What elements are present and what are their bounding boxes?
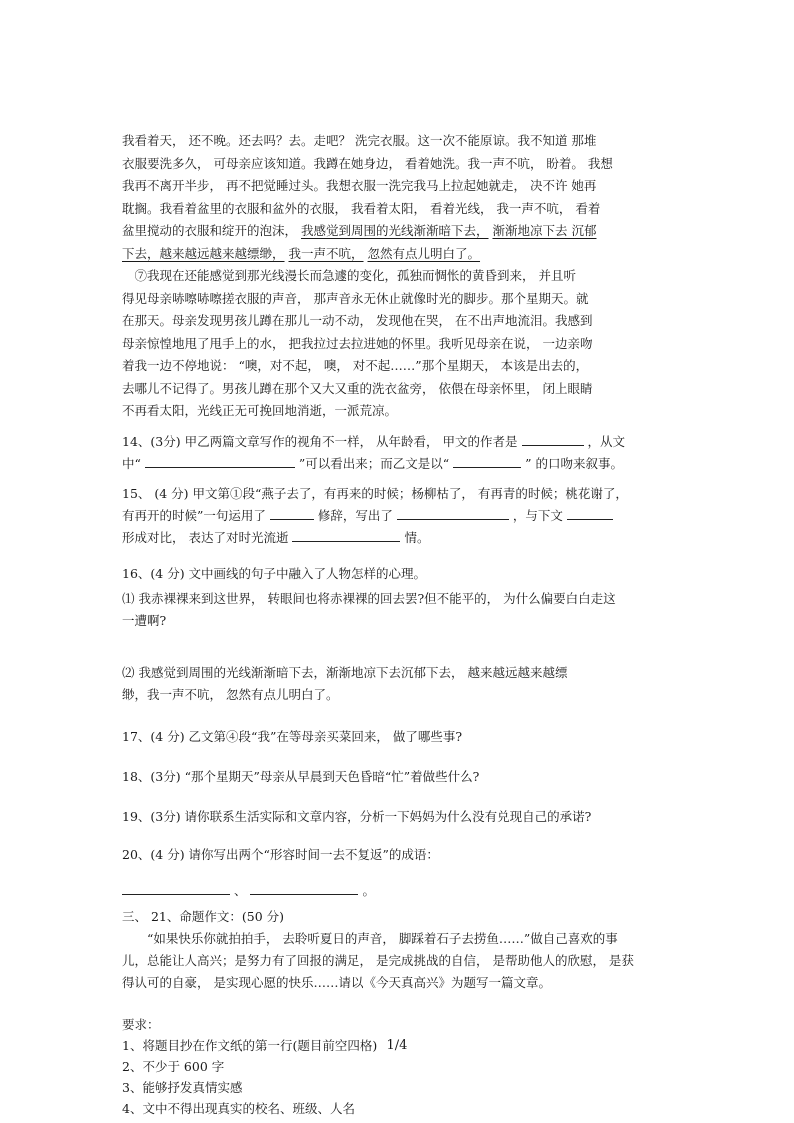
question-16: 16、(4 分) 文中画线的句子中融入了人物怎样的心理。 xyxy=(122,565,427,581)
composition-prompt xyxy=(122,928,674,994)
question-17: 17、(4 分) 乙文第④段“我”在等母亲买菜回来， 做了哪些事? xyxy=(122,728,463,744)
answer-blank[interactable] xyxy=(453,455,521,468)
question-text: 15、 (4 分) 甲文第①段“燕子去了，有再来的时候；杨柳枯了， 有再青的时候；桃花谢了， xyxy=(122,485,628,501)
question-text: 修辞，写出了 xyxy=(317,507,393,523)
passage-para1-line: 衣服要洗多久， 可母亲应该知道。我蹲在她身边， 看着她洗。我一声不吭， 盼着。 我想 xyxy=(122,155,613,171)
passage-para1-line xyxy=(122,220,674,243)
question-14 xyxy=(122,431,674,475)
underlined-sentence: 下去，越来越远越来越缥缈， xyxy=(122,245,285,261)
question-text: 缈，我一声不吭， 忽然有点儿明白了。 xyxy=(122,686,339,702)
passage-para2-line: 去哪儿不记得了。男孩儿蹲在那个又大又重的洗衣盆旁， 依偎在母亲怀里， 闭上眼睛 xyxy=(122,380,593,396)
passage-para2-line: 母亲惊惶地甩了甩手上的水， 把我拉过去拉进她的怀里。我听见母亲在说， 一边亲吻 xyxy=(122,335,593,351)
question-text: ” 的口吻来叙事。 xyxy=(525,455,623,471)
underlined-sentence: 我一声不吭， xyxy=(288,245,364,261)
passage-para2-line: ⑦我现在还能感觉到那光线漫长而急遽的变化，孤独而惆怅的黄昏到来， 并且听 xyxy=(134,268,576,283)
prompt-line: “如果快乐你就拍拍手， 去聆听夏日的声音， 脚踩着石子去捞鱼……”做自己喜欢的事 xyxy=(147,930,618,946)
question-text: ，从文 xyxy=(587,433,626,449)
answer-blank[interactable] xyxy=(250,882,358,895)
answer-blank[interactable] xyxy=(145,455,295,468)
prompt-line: 儿，总能让人高兴；是努力有了回报的满足， 是完成挑战的自信， 是帮助他人的欣慰， 是获 xyxy=(122,952,634,968)
question-text: ”可以看出来；而乙文是以“ xyxy=(298,455,450,471)
underlined-sentence: 忽然有点儿明白了。 xyxy=(367,245,481,261)
question-text: 形成对比， 表达了对时光流逝 xyxy=(122,529,289,545)
question-text: 情。 xyxy=(404,529,430,545)
question-16-item-1 xyxy=(122,588,674,632)
passage-text: 盆里搅动的衣服和绽开的泡沫， xyxy=(122,223,298,238)
prompt-line: 得认可的自豪， 是实现心愿的快乐……请以《今天真高兴》为题写一篇文章。 xyxy=(122,974,551,990)
question-15 xyxy=(122,483,674,549)
passage-para1-line xyxy=(122,243,674,266)
passage-para1-line: 我再不离开半步， 再不把觉睡过头。我想衣服一洗完我马上拉起她就走， 决不许 她再 xyxy=(122,178,597,193)
underlined-sentence: 渐渐地凉下去 沉郁 xyxy=(492,223,597,238)
answer-blank[interactable] xyxy=(270,507,314,520)
terminator: 。 xyxy=(362,882,375,898)
passage-para2-line: 得见母亲哧嚓哧嚓搓衣服的声音， 那声音永无休止就像时光的脚步。那个星期天。就 xyxy=(122,290,589,306)
underlined-sentence: 我感觉到周围的光线渐渐暗下去， xyxy=(301,223,489,238)
question-text: ，与下文 xyxy=(512,507,563,523)
question-text: ⑴ 我赤裸裸来到这世界， 转眼间也将赤裸裸的回去罢?但不能平的， 为什么偏要白白走这 xyxy=(122,590,616,606)
page-content xyxy=(122,130,674,1119)
passage-para2-line: 在那天。母亲发现男孩儿蹲在那儿一动不动， 发现他在哭， 在不出声地流泪。我感到 xyxy=(122,313,593,328)
requirement-item: 1、将题目抄在作文纸的第一行(题目前空四格) xyxy=(122,1037,378,1053)
answer-blank[interactable] xyxy=(397,507,509,520)
answer-blank[interactable] xyxy=(122,882,230,895)
requirement-item: 2、不少于 600 字 xyxy=(122,1058,225,1074)
requirement-item: 3、能够抒发真情实感 xyxy=(122,1079,243,1095)
question-text: 有再开的时候”一句运用了 xyxy=(122,507,266,523)
passage-para2-line: 着我一边不停地说： “噢，对不起， 噢， 对不起……”那个星期天， 本该是出去的， xyxy=(122,358,589,373)
answer-blank[interactable] xyxy=(292,529,400,542)
answer-blank[interactable] xyxy=(567,507,613,520)
passage-para1-line: 耽搁。我看着盆里的衣服和盆外的衣服， 我看着太阳， 看着光线， 我一声不吭， 看着 xyxy=(122,200,601,216)
reading-passage xyxy=(122,130,674,423)
answer-blank[interactable] xyxy=(522,433,584,446)
composition-heading: 三、 21、命题作文：(50 分) xyxy=(122,908,285,924)
question-text: 一遭啊? xyxy=(122,612,167,628)
passage-para2-line: 不再看太阳，光线正无可挽回地消逝，一派荒凉。 xyxy=(122,403,398,418)
page-number: 1/4 xyxy=(386,1038,408,1053)
question-20-answers xyxy=(122,880,674,902)
question-text: 14、(3分) 甲乙两篇文章写作的视角不一样， 从年龄看， 甲文的作者是 xyxy=(122,433,518,449)
question-19: 19、(3分) 请你联系生活实际和文章内容，分析一下妈妈为什么没有兑现自己的承诺? xyxy=(122,808,592,824)
question-18: 18、(3分) “那个星期天”母亲从早晨到天色昏暗“忙”着做些什么? xyxy=(122,768,480,784)
passage-para1-line: 我看着天， 还不晚。还去吗？去。走吧？ 洗完衣服。这一次不能原谅。我不知道 那堆 xyxy=(122,133,597,148)
requirement-item: 4、文中不得出现真实的校名、班级、人名 xyxy=(122,1100,355,1116)
requirements-title: 要求： xyxy=(122,1016,160,1032)
question-text: 中“ xyxy=(122,455,141,471)
question-20: 20、(4 分) 请你写出两个“形容时间一去不复返”的成语： xyxy=(122,846,439,862)
question-text: ⑵ 我感觉到周围的光线渐渐暗下去，渐渐地凉下去沉郁下去， 越来越远越来越缥 xyxy=(122,664,568,680)
separator: 、 xyxy=(233,882,247,898)
question-16-item-2 xyxy=(122,662,674,706)
